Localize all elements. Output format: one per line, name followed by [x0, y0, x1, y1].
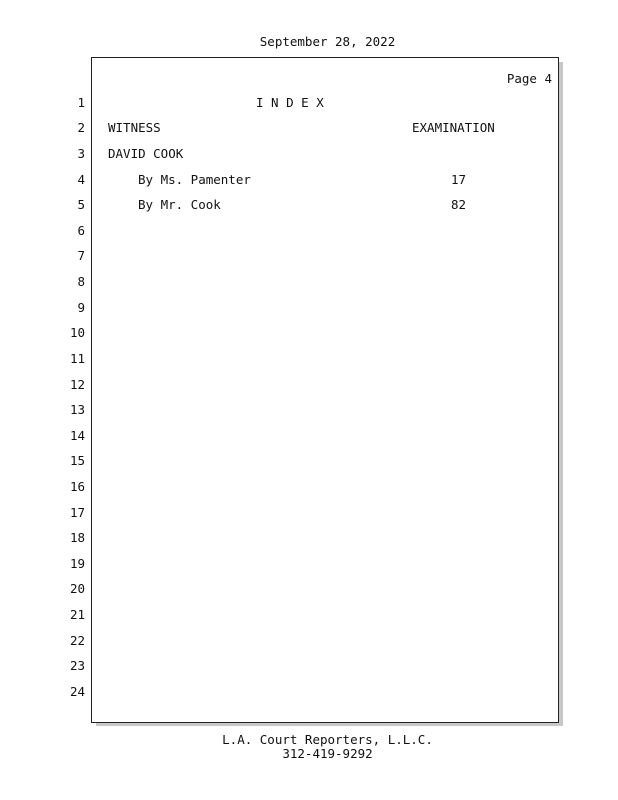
- line-number: 3: [77, 146, 85, 161]
- page-number-label: Page 4: [506, 71, 552, 86]
- line-number: 5: [77, 197, 85, 212]
- line-number: 15: [69, 453, 85, 468]
- header-date: September 28, 2022: [259, 34, 396, 49]
- footer-company: L.A. Court Reporters, L.L.C.: [222, 732, 433, 747]
- line-number: 19: [69, 556, 85, 571]
- line-number: 11: [69, 351, 85, 366]
- examination-entry-page: 82: [451, 197, 467, 212]
- line-number: 1: [77, 95, 85, 110]
- examination-entry-label: By Ms. Pamenter: [138, 172, 251, 187]
- index-title: I N D E X: [256, 95, 324, 110]
- line-number: 13: [69, 402, 85, 417]
- line-number: 14: [69, 428, 85, 443]
- witness-name: DAVID COOK: [108, 146, 184, 161]
- line-number: 20: [69, 581, 85, 596]
- line-number: 17: [69, 505, 85, 520]
- examination-column-header: EXAMINATION: [412, 120, 495, 135]
- line-number: 7: [77, 248, 85, 263]
- line-number: 18: [69, 530, 85, 545]
- line-number: 24: [69, 684, 85, 699]
- line-number: 6: [77, 223, 85, 238]
- line-number: 12: [69, 377, 85, 392]
- witness-column-header: WITNESS: [108, 120, 161, 135]
- line-number: 21: [69, 607, 85, 622]
- line-number: 8: [77, 274, 85, 289]
- line-number: 22: [69, 633, 85, 648]
- line-number: 16: [69, 479, 85, 494]
- line-number: 2: [77, 120, 85, 135]
- line-number: 23: [69, 658, 85, 673]
- examination-entry-page: 17: [451, 172, 467, 187]
- line-number: 10: [69, 325, 85, 340]
- examination-entry-label: By Mr. Cook: [138, 197, 221, 212]
- line-number: 9: [77, 300, 85, 315]
- footer-phone: 312-419-9292: [282, 746, 373, 761]
- line-number: 4: [77, 172, 85, 187]
